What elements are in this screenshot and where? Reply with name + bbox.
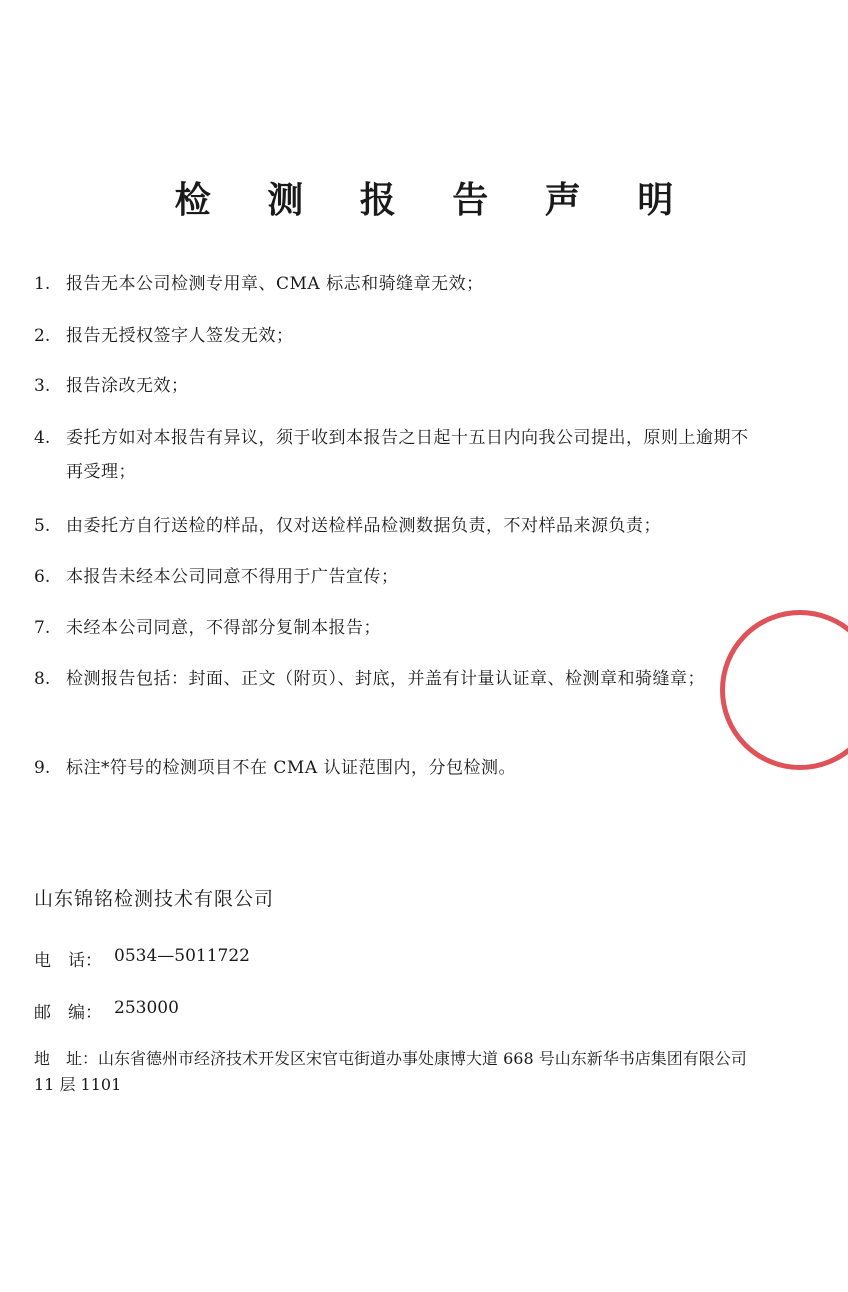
item-number: 6. bbox=[34, 567, 51, 587]
phone-line bbox=[34, 946, 250, 971]
item-number: 1. bbox=[34, 274, 51, 294]
page-title: 检 测 报 告 声 明 bbox=[174, 179, 696, 221]
item-text: 报告无授权签字人签发无效； bbox=[66, 326, 294, 346]
company-name: 山东锦铭检测技术有限公司 bbox=[34, 888, 275, 910]
item-text: 本报告未经本公司同意不得用于广告宣传； bbox=[66, 567, 399, 587]
item-text: 检测报告包括：封面、正文（附页）、封底，并盖有计量认证章、检测章和骑缝章； bbox=[66, 669, 705, 689]
item-number: 2. bbox=[34, 326, 51, 346]
item-text: 委托方如对本报告有异议，须于收到本报告之日起十五日内向我公司提出，原则上逾期不再受理； bbox=[66, 428, 749, 482]
list-item bbox=[34, 611, 754, 645]
address-line bbox=[34, 1046, 754, 1098]
item-text: 标注*符号的检测项目不在 CMA 认证范围内，分包检测。 bbox=[66, 758, 516, 778]
postcode-line bbox=[34, 998, 179, 1023]
address-value: 山东省德州市经济技术开发区宋官屯街道办事处康博大道 668 号山东新华书店集团有限公司 11 层 1101 bbox=[34, 1049, 747, 1094]
phone-label: 电 话： bbox=[34, 951, 102, 971]
item-text: 由委托方自行送检的样品，仅对送检样品检测数据负责，不对样品来源负责； bbox=[66, 516, 661, 536]
address-label: 地 址： bbox=[34, 1049, 99, 1068]
item-number: 9. bbox=[34, 758, 51, 778]
postcode-label: 邮 编： bbox=[34, 1003, 102, 1023]
list-item bbox=[34, 267, 754, 301]
postcode-value: 253000 bbox=[114, 998, 179, 1018]
list-item bbox=[34, 662, 754, 696]
item-text: 报告涂改无效； bbox=[66, 376, 189, 396]
item-number: 5. bbox=[34, 516, 51, 536]
phone-value: 0534—5011722 bbox=[114, 946, 250, 966]
list-item bbox=[34, 560, 754, 594]
item-number: 8. bbox=[34, 669, 51, 689]
list-item bbox=[34, 751, 754, 785]
list-item bbox=[34, 319, 754, 353]
item-number: 7. bbox=[34, 618, 51, 638]
item-number: 4. bbox=[34, 428, 51, 448]
list-item bbox=[34, 421, 754, 489]
list-item bbox=[34, 369, 754, 403]
item-number: 3. bbox=[34, 376, 51, 396]
item-text: 报告无本公司检测专用章、CMA 标志和骑缝章无效； bbox=[66, 274, 484, 294]
list-item bbox=[34, 509, 754, 543]
item-text: 未经本公司同意，不得部分复制本报告； bbox=[66, 618, 381, 638]
